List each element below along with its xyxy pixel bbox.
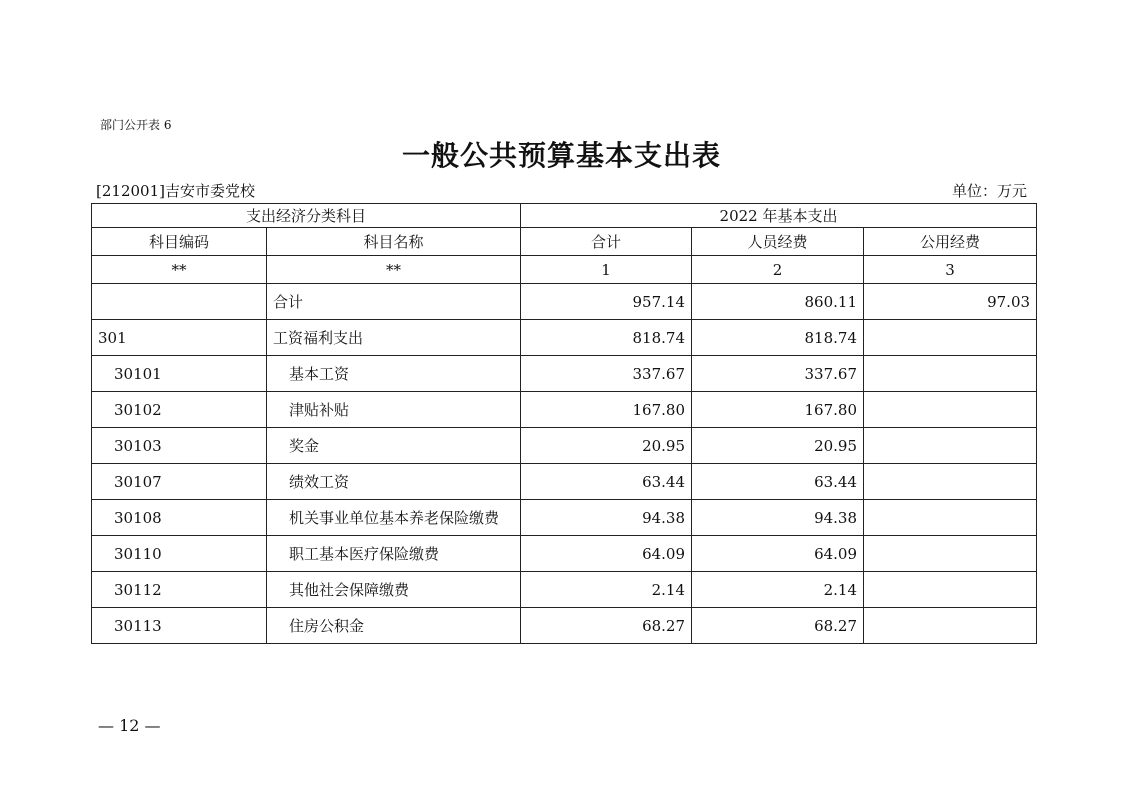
header-idx-total: 1 <box>521 256 692 284</box>
header-group-row <box>92 204 1037 228</box>
cell-total: 957.14 <box>521 284 692 320</box>
cell-code: 30103 <box>92 428 267 464</box>
cell-personnel: 337.67 <box>692 356 864 392</box>
cell-name: 绩效工资 <box>267 464 521 500</box>
cell-public: 97.03 <box>864 284 1037 320</box>
cell-name: 津贴补贴 <box>267 392 521 428</box>
table-row <box>92 608 1037 644</box>
cell-code <box>92 284 267 320</box>
header-col-name: 科目名称 <box>267 228 521 256</box>
cell-code: 301 <box>92 320 267 356</box>
cell-public <box>864 320 1037 356</box>
cell-personnel: 68.27 <box>692 608 864 644</box>
header-col-personnel: 人员经费 <box>692 228 864 256</box>
cell-name: 奖金 <box>267 428 521 464</box>
cell-total: 20.95 <box>521 428 692 464</box>
cell-code: 30108 <box>92 500 267 536</box>
budget-table <box>91 203 1037 644</box>
cell-personnel: 64.09 <box>692 536 864 572</box>
cell-public <box>864 500 1037 536</box>
page-title: 一般公共预算基本支出表 <box>401 139 721 172</box>
header-idx-personnel: 2 <box>692 256 864 284</box>
cell-code: 30101 <box>92 356 267 392</box>
cell-public <box>864 428 1037 464</box>
cell-total: 337.67 <box>521 356 692 392</box>
header-idx-public: 3 <box>864 256 1037 284</box>
cell-code: 30110 <box>92 536 267 572</box>
header-col-code: 科目编码 <box>92 228 267 256</box>
cell-public <box>864 572 1037 608</box>
table-row <box>92 572 1037 608</box>
unit-label: 单位：万元 <box>951 182 1027 200</box>
table-row <box>92 464 1037 500</box>
cell-code: 30113 <box>92 608 267 644</box>
cell-personnel: 167.80 <box>692 392 864 428</box>
cell-public <box>864 608 1037 644</box>
cell-name: 工资福利支出 <box>267 320 521 356</box>
header-group-right: 2022 年基本支出 <box>521 204 1037 228</box>
cell-total: 63.44 <box>521 464 692 500</box>
cell-total: 94.38 <box>521 500 692 536</box>
cell-name: 职工基本医疗保险缴费 <box>267 536 521 572</box>
cell-personnel: 20.95 <box>692 428 864 464</box>
table-row <box>92 320 1037 356</box>
header-idx-name: ** <box>267 256 521 284</box>
cell-public <box>864 536 1037 572</box>
cell-personnel: 818.74 <box>692 320 864 356</box>
cell-public <box>864 356 1037 392</box>
cell-total: 64.09 <box>521 536 692 572</box>
cell-personnel: 2.14 <box>692 572 864 608</box>
cell-name: 机关事业单位基本养老保险缴费 <box>267 500 521 536</box>
table-row <box>92 392 1037 428</box>
cell-code: 30107 <box>92 464 267 500</box>
cell-total: 167.80 <box>521 392 692 428</box>
header-idx-code: ** <box>92 256 267 284</box>
cell-total: 818.74 <box>521 320 692 356</box>
document-label: 部门公开表 6 <box>100 118 172 132</box>
cell-personnel: 63.44 <box>692 464 864 500</box>
header-column-row <box>92 228 1037 256</box>
unit-name: [212001]吉安市委党校 <box>96 182 255 200</box>
table-row <box>92 428 1037 464</box>
cell-public <box>864 464 1037 500</box>
table-row <box>92 356 1037 392</box>
cell-name: 住房公积金 <box>267 608 521 644</box>
page-number: — 12 — <box>98 716 161 735</box>
cell-name: 其他社会保障缴费 <box>267 572 521 608</box>
table-row <box>92 500 1037 536</box>
header-index-row <box>92 256 1037 284</box>
cell-total: 68.27 <box>521 608 692 644</box>
cell-total: 2.14 <box>521 572 692 608</box>
header-group-left: 支出经济分类科目 <box>92 204 521 228</box>
cell-code: 30112 <box>92 572 267 608</box>
header-col-total: 合计 <box>521 228 692 256</box>
table-row-total <box>92 284 1037 320</box>
header-col-public: 公用经费 <box>864 228 1037 256</box>
cell-personnel: 94.38 <box>692 500 864 536</box>
cell-name: 基本工资 <box>267 356 521 392</box>
cell-name: 合计 <box>267 284 521 320</box>
table-row <box>92 536 1037 572</box>
cell-code: 30102 <box>92 392 267 428</box>
cell-public <box>864 392 1037 428</box>
cell-personnel: 860.11 <box>692 284 864 320</box>
